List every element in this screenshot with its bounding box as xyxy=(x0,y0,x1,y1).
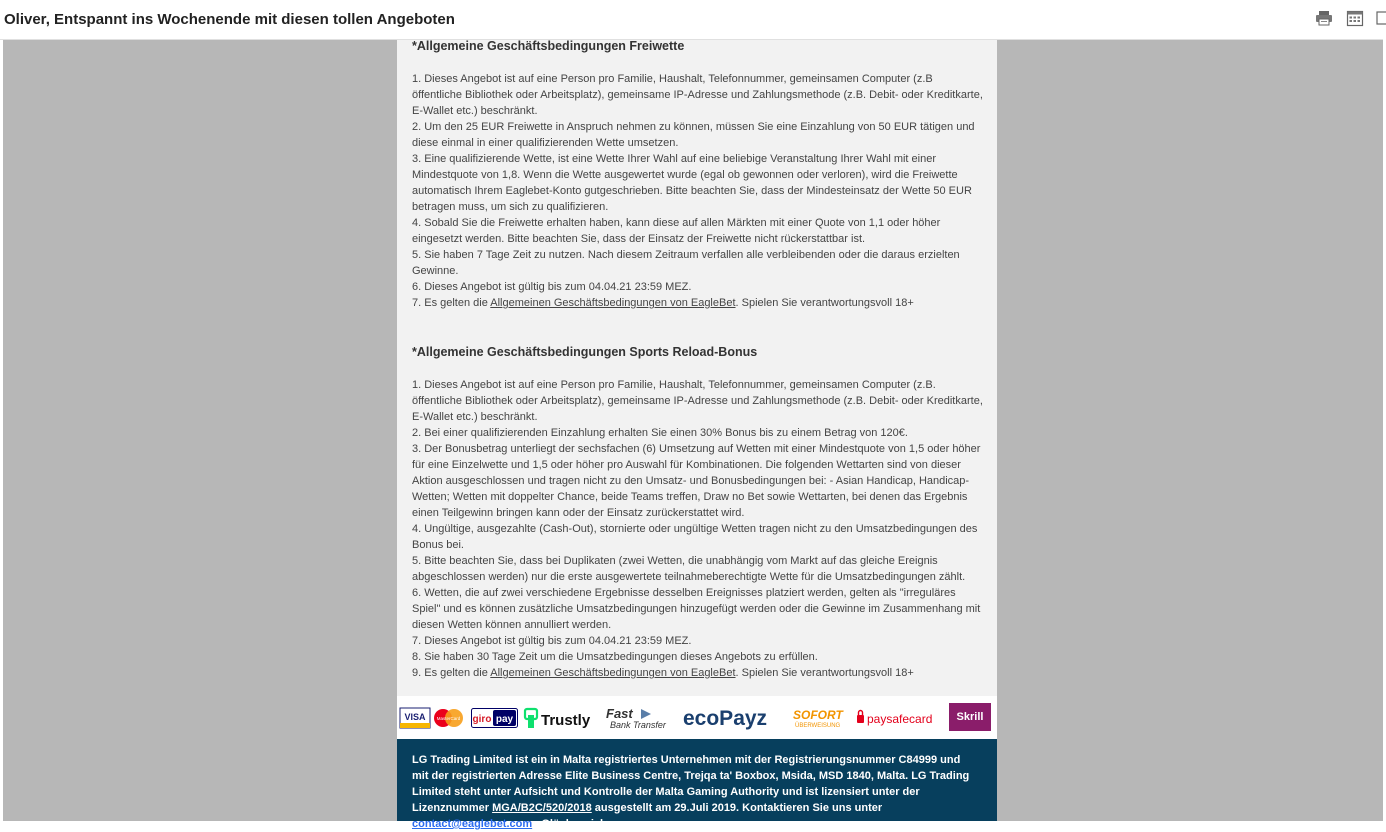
calendar-icon[interactable] xyxy=(1346,9,1364,27)
license-link[interactable]: MGA/B2C/520/2018 xyxy=(492,802,592,814)
reload-term-3: 3. Der Bonusbetrag unterliegt der sechsfachen (6) Umsetzung auf Wetten mit einer Mindestquote von 1,5 oder höher für eine Einzelwette und 1,5 oder höher pro Auswahl für Kombinationen. Die folgenden Wettarten sind von dieser Aktion ausgeschlossen und tragen nicht zu den Umsatz- und Bonusbedingungen bei: - Asian Handicap, Handicap-Wetten; Wetten mit doppelter Chance, beide Teams treffen, Draw no Bet sowie Wettarten, bei denen das Ergebnis einen Teilgewinn bringen kann oder der Einsatz zurückerstattet wird. xyxy=(412,443,981,519)
reload-term-8: 8. Sie haben 30 Tage Zeit um die Umsatzbedingungen dieses Angebots zu erfüllen. xyxy=(412,651,818,663)
freebet-term-7-prefix: 7. Es gelten die xyxy=(412,297,491,309)
ecopayz-text: ecoPayz xyxy=(683,707,768,730)
reload-term-9-prefix: 9. Es gelten die xyxy=(412,667,491,679)
sofort-subtext: ÜBERWEISUNG xyxy=(795,723,841,729)
mastercard-logo xyxy=(432,706,465,730)
giropay-logo xyxy=(471,706,518,730)
reload-term-5: 5. Bitte beachten Sie, dass bei Duplikaten (zwei Wetten, die unabhängig vom Markt auf das gleiche Ereignis abgeschlossen werden) nur die erste ausgewertete teilnahmeberechtigte Wette für die Umsatzbedingungen zählt. xyxy=(412,555,966,583)
bank-transfer-text: Bank Transfer xyxy=(610,720,666,730)
mastercard-text: MasterCard xyxy=(436,716,461,721)
footer-legal-text xyxy=(412,752,972,832)
freebet-term-7-suffix: . Spielen Sie verantwortungsvoll 18+ xyxy=(735,297,914,309)
email-subject: Oliver, Entspannt ins Wochenende mit diesen tollen Angeboten xyxy=(4,11,455,28)
skrill-text: Skrill xyxy=(956,711,984,723)
mail-header-bar xyxy=(0,0,1383,40)
giropay-text-b: pay xyxy=(495,714,514,725)
freebet-term-6: 6. Dieses Angebot ist gültig bis zum 04.04.21 23:59 MEZ. xyxy=(412,281,692,293)
giropay-text-a: giro xyxy=(472,714,492,725)
paysafecard-text: paysafecard xyxy=(867,712,933,726)
footer-text-a: LG Trading Limited ist ein in Malta registriertes Unternehmen mit der Registrierungsnummer C84999 und mit der registrierten Adresse Elite Business Centre, Trejqa ta' Boxbox, Msida, MSD 1840, Malta. LG Trading Limited steht unter Aufsicht und Kontrolle der Malta Gaming Authority und ist lizensiert unter der Lizenznummer xyxy=(412,754,970,814)
payment-methods-bar xyxy=(397,696,997,739)
contact-email-link[interactable]: contact@eaglebet.com xyxy=(412,818,533,830)
visa-text: VISA xyxy=(404,712,426,722)
freebet-terms-link[interactable]: Allgemeinen Geschäftsbedingungen von EagleBet xyxy=(490,297,736,309)
company-footer xyxy=(397,739,997,830)
reload-terms xyxy=(412,344,984,681)
freebet-term-2: 2. Um den 25 EUR Freiwette in Anspruch nehmen zu können, müssen Sie eine Einzahlung von 50 EUR tätigen und diese einmal in einer qualifizierenden Wette umsetzen. xyxy=(412,121,975,149)
email-content xyxy=(397,39,997,830)
reload-term-9-suffix: . Spielen Sie verantwortungsvoll 18+ xyxy=(735,667,914,679)
freebet-terms-title: *Allgemeine Geschäftsbedingungen Freiwette xyxy=(412,39,685,53)
freebet-term-7 xyxy=(412,295,984,311)
footer-text-b: ausgestellt am 29.Juli 2019. Kontaktieren Sie uns unter xyxy=(591,802,883,814)
sofort-text: SOFORT xyxy=(793,708,843,722)
freebet-terms xyxy=(412,38,984,311)
print-icon[interactable] xyxy=(1315,9,1333,27)
freebet-term-3: 3. Eine qualifizierende Wette, ist eine Wette Ihrer Wahl auf eine beliebige Veranstaltung Ihrer Wahl mit einer Mindestquote von 1,8. Wenn die Wette ausgewertet wurde (egal ob gewonnen oder verloren), wird die Freiwette automatisch Ihrem Eaglebet-Konto gutgeschrieben. Bitte beachten Sie, dass der Mindesteinsatz der Wette 50 EUR betragen muss, um sich zu qualifizieren. xyxy=(412,153,972,213)
sofort-logo xyxy=(791,706,849,730)
reload-terms-title: *Allgemeine Geschäftsbedingungen Sports Reload-Bonus xyxy=(412,345,758,359)
reload-term-4: 4. Ungültige, ausgezahlte (Cash-Out), stornierte oder ungültige Wetten tragen nicht zu den Umsatzbedingungen des Bonus bei. xyxy=(412,523,978,551)
reload-terms-link[interactable]: Allgemeinen Geschäftsbedingungen von EagleBet xyxy=(490,667,736,679)
trustly-logo xyxy=(523,706,597,730)
visa-logo xyxy=(400,706,430,730)
paysafecard-logo xyxy=(855,706,941,730)
freebet-term-1: 1. Dieses Angebot ist auf eine Person pro Familie, Haushalt, Telefonnummer, gemeinsamen Computer (z.B öffentliche Bibliothek oder Arbeitsplatz), gemeinsame IP-Adresse und Zahlungsmethode (z.B. Debit- oder Kreditkarte, E-Wallet etc.) beschränkt. xyxy=(412,73,983,117)
reload-term-6: 6. Wetten, die auf zwei verschiedene Ergebnisse desselben Ereignisses platziert werden, gelten als "irreguläres Spiel" und es können zusätzliche Umsatzbedingungen hinzugefügt werden oder die Gewinne im Zusammenhang mit diesen Wetten können annulliert werden. xyxy=(412,587,981,631)
fast-bank-transfer-logo xyxy=(603,706,675,730)
reload-term-1: 1. Dieses Angebot ist auf eine Person pro Familie, Haushalt, Telefonnummer, gemeinsamen Computer (z.B. öffentliche Bibliothek oder Arbeitsplatz), gemeinsame IP-Adresse und Zahlungsmethode (z.B. Debit- oder Kreditkarte, E-Wallet etc.) beschränkt. xyxy=(412,379,983,423)
reload-term-7: 7. Dieses Angebot ist gültig bis zum 04.04.21 23:59 MEZ. xyxy=(412,635,692,647)
reload-term-9 xyxy=(412,665,984,681)
footer-text-c: . Glücksspiel xyxy=(532,818,604,830)
reload-term-2: 2. Bei einer qualifizierenden Einzahlung erhalten Sie einen 30% Bonus bis zu einem Betrag von 120€. xyxy=(412,427,908,439)
skrill-logo xyxy=(949,703,991,731)
ecopayz-logo xyxy=(681,706,787,730)
freebet-term-4: 4. Sobald Sie die Freiwette erhalten haben, kann diese auf allen Märkten mit einer Quote von 1,1 oder höher eingesetzt werden. Bitte beachten Sie, dass der Einsatz der Freiwette nicht rückerstattbar ist. xyxy=(412,217,941,245)
expand-icon[interactable] xyxy=(1376,9,1386,27)
fast-text: Fast xyxy=(606,706,633,721)
freebet-term-5: 5. Sie haben 7 Tage Zeit zu nutzen. Nach diesem Zeitraum verfallen alle verbleibenden oder die daraus erzielten Gewinne. xyxy=(412,249,960,277)
trustly-text: Trustly xyxy=(541,712,591,729)
